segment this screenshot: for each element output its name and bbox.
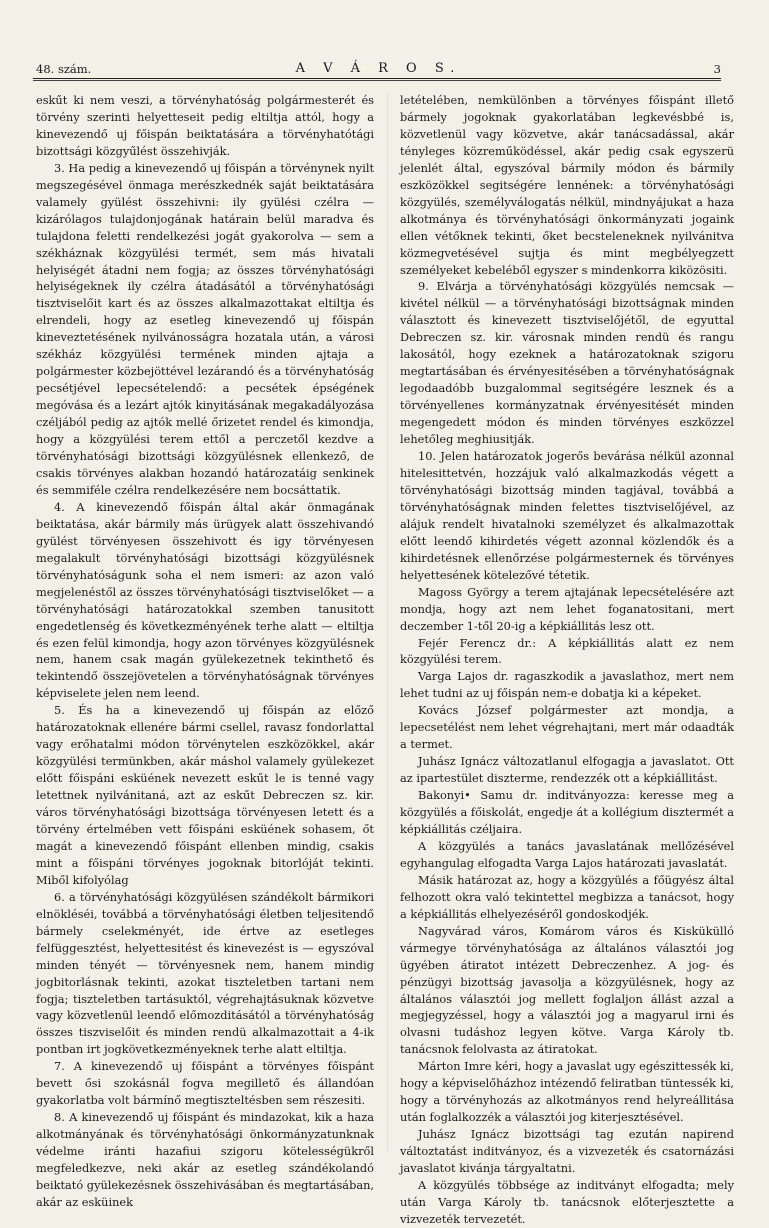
paragraph: Kovács József polgármester azt mondja, a lepecsetélést nem lehet végrehajtani, mert már odaadták a termet. <box>400 703 734 752</box>
paragraph: A közgyülés többsége az inditványt elfogadta; mely után Varga Károly tb. tanácsnok előterjesztette a vizvezeték tervezetét. <box>400 1178 734 1226</box>
column-divider <box>387 92 388 1152</box>
left-column <box>36 92 375 1209</box>
header-rule <box>33 78 721 79</box>
paragraph: 4. A kinevezendő főispán által akár önmagának beiktatása, akár bármily más ürügyek alatt összehivandó gyülést törvényesen összehivott és igy törvényesen megalakult törvényhatósági bizottsági közgyülésnek törvényhatóságunk soha el nem ismeri: az azon való megjelenéstől az összes törvényhatósági tisztviselőket — a törvényhatósági határozatokkal szemben tanusitott engedetlenség és következményének terhe alatt — eltiltja és ezen felül kimondja, hogy azon törvényes közgyülésnek nem, hanem csak magán gyülekezetnek tekinthető és tekintendő összejövetelen a törvényhatóságnak törvényes képviselete jelen nem leend. <box>36 499 374 701</box>
paragraph: 10. Jelen határozatok jogerős bevárása nélkül azonnal hitelesittetvén, hozzájuk való alkalmazkodás végett a törvényhatósági bizottság minden tagjával, továbbá a törvényhatóságnak minden felettes tisztviselőjével, az alájuk rendelt hivatalnoki személyzet és alkalmazottak előtt leendő kihirdetés végett azonnal közlendők és a kihirdetésnek ellenőrzése polgármesternek és törvényes helyettesének kötelezővé tétetik. <box>400 449 734 582</box>
paragraph: 8. A kinevezendő uj főispánt és mindazokat, kik a haza alkotmányának és törvényhatósági önkormányzatunknak védelme iránti hazafiui szigoru kötelességükről megfeledkezve, neki akár az esetleg szándékolandó beiktató gyülekezésnek összehivásában és megtartásában, akár az esküinek <box>36 1110 374 1209</box>
paragraph: A közgyülés a tanács javaslatának mellőzésével egyhangulag elfogadta Varga Lajos határozati javaslatát. <box>400 838 734 870</box>
paragraph: Juhász Ignácz bizottsági tag ezután napirend változtatást inditványoz, és a vizvezeték és csatornázási javaslatot kivánja tárgyaltatni. <box>400 1127 734 1176</box>
paragraph: 6. a törvényhatósági közgyülésen szándékolt bármikori elnökléséi, továbbá a törvényhatósági életben teljesitendő bármely cselekményét, ide értve az esetleges felfüggesztést, helyettesitést és kinevezést is — egyszóval minden tényét — törvényesnek nem, hanem mindig jogbitorlásnak tekinti, azokat tiszteletben tartani nem fogja; tiszteletben tartásuktól, végrehajtásuknak közvetve vagy közvetlenül leendő előmozditásától a törvényhatóság összes tiszviselőit és minden rendü alkalmazottait a 4-ik pontban irt jogkövetkezményeknek terhe alatt eltiltja. <box>36 889 374 1057</box>
newspaper-title: A V Á R O S. <box>295 61 462 76</box>
header-rule-thin <box>33 80 721 81</box>
paragraph: Magoss György a terem ajtajának lepecsételésére azt mondja, hogy azt nem lehet foganatositani, mert deczember 1-től 20-ig a képkiállitás lesz ott. <box>400 584 734 633</box>
paragraph: 3. Ha pedig a kinevezendő uj főispán a törvénynek nyilt megszegésével önmaga merészkednék saját beiktatására valamely gyülést összehivni: ily gyülési czélra — kizárólagos tulajdonjogának határain belül maradva és tulajdona feletti rendelkezési jogát gyakorolva — sem a székháznak közgyülési termét, sem más hivatali helyiségét átadni nem fogja; az összes törvényhatósági helyiségeknek ily czélra átadásától a törvényhatósági tisztviselőit kart és az összes alkalmazottakat eltiltja és elrendeli, hogy az esetleg kinevezendő uj főispán kineveztetésének nyilvánosságra hozatala után, a városi székház közgyülési termének minden ajtaja a polgármester közbejöttével lezárandó és a törvényhatóság pecsétjével lepecsételendő: a pecsétek épségének megóvása és a lezárt ajtók kinyitásának megakadályozása czéljából pedig az ajtók mellé őrizetet rendel és kimondja, hogy a közgyülési terem ettől a perczetől kezdve a törvényhatósági bizottsági közgyülésnek ellenkező, de csakis törvényes alakban hozandó határozatáig senkinek és semmiféle czélra rendelkezésére nem bocsáttatik. <box>36 160 375 497</box>
paragraph: 5. És ha a kinevezendő uj főispán az előző határozatoknak ellenére bármi csellel, ravasz fondorlattal vagy erőhatalmi módon törvénytelen eszközökkel, akár közgyülési termünkben, akár máshol valamely gyülekezet előtt főispáni esküének nevezett eskűt le is tenné vagy letettnek nyilvánitaná, azt az eskűt Debreczen sz. kir. város törvényhatósági bizottsága törvényesen letett és a törvény értelmében vett főispáni esküének sohasem, őt magát a kinevezendő főispánt ellenben mindig, csakis mint a főispáni törvényes jogoknak bitorlóját tekinti. Miből kifolyólag <box>36 703 374 887</box>
paragraph: Másik határozat az, hogy a közgyülés a főügyész által felhozott okra való tekintettel megbizza a tanácsot, hogy a képkiállitás elhelyezéséről gondoskodjék. <box>400 872 734 921</box>
paragraph: Varga Lajos dr. ragaszkodik a javaslathoz, mert nem lehet tudni az uj főispán nem-e dobatja ki a képeket. <box>400 669 734 701</box>
right-column <box>400 92 735 1226</box>
paragraph: Juhász Ignácz változatlanul elfogagja a javaslatot. Ott az ipartestület diszterme, rendezzék ott a képkiállitást. <box>400 754 734 786</box>
paragraph: eskűt ki nem veszi, a törvényhatóság polgármesterét és törvény szerinti helyetteseit pedig eltiltja attól, hogy a kinevezendő uj főispán beiktatására a törvényhatótági bizottsági közgyűlést összehivják. <box>36 93 374 158</box>
paragraph: Fejér Ferencz dr.: A képkiállitás alatt ez nem közgyülési terem. <box>400 635 734 667</box>
paragraph: letételében, nemkülönben a törvényes főispánt illető bármely jogoknak gyakorlatában legkevésbbé is, közvetlenül vagy közvetve, akár tanácsadással, akár tényleges közreműködéssel, akár pedig csak egyszerü jelenlét által, egyszóval bármily módon és bármily eszközökkel segitségére lennének: a törvényhatósági közgyülés, személyválogatás nélkül, mindnyájukat a haza alkotmánya és törvényhatósági önkormányzati jogaink ellen vétőknek tekinti, őket becsteleneknek nyilvánitva közmegvetésével sujtja és mint megbélyegzett személyeket kebeléből egyszer s mindenkorra kiközösiti. <box>400 93 734 277</box>
paragraph: 7. A kinevezendő uj főispánt a törvényes főispánt bevett ősi szokásnál fogva megillető és állandóan gyakorlatba volt bármínő megtiszteltésben sem részesiti. <box>36 1059 374 1108</box>
paragraph: Bakonyi• Samu dr. inditványozza: keresse meg a közgyülés a főiskolát, engedje át a kollégium disztermét a képkiállitás czéljaira. <box>400 788 734 836</box>
issue-number: 48. szám. <box>36 62 92 76</box>
paragraph: Nagyvárad város, Komárom város és Kiskükülló vármegye törvényhatósága az általános választói jog ügyében átiratot intézett Debreczenhez. A jog- és pénzügyi bizottság javasolja a közgyülésnek, hogy az általános választói jog mellett foglaljon állást azzal a megjegyzéssel, hogy a választói jog a magyarul irni és olvasni tudáshoz legyen kötve. Varga Károly tb. tanácsnok felolvasta az átiratokat. <box>400 923 734 1057</box>
paragraph: Márton Imre kéri, hogy a javaslat ugy egészittessék ki, hogy a képviselőházhoz intézendő feliratban tüntessék ki, hogy a törvényhozás az alkotmányos rend helyreállitása után foglalkozzék a választói jog kiterjesztésével. <box>400 1059 735 1125</box>
page-number: 3 <box>713 62 721 76</box>
paragraph: 9. Elvárja a törvényhatósági közgyülés nemcsak — kivétel nélkül — a törvényhatósági bizottságnak minden választott és kinevezett tisztviselőjétől, de egyuttal Debreczen sz. kir. városnak minden rendü és rangu lakosától, hogy ezeknek a határozatoknak szigoru megtartásában és érvényesitésében a törvényhatóságnak legodaadóbb buzgalommal segitségére lesznek és a törvényellenes kormányzatnak érvényesitését minden megengedett módon és minden törvényes eszközzel lehetőleg meghiusitják. <box>400 279 734 447</box>
